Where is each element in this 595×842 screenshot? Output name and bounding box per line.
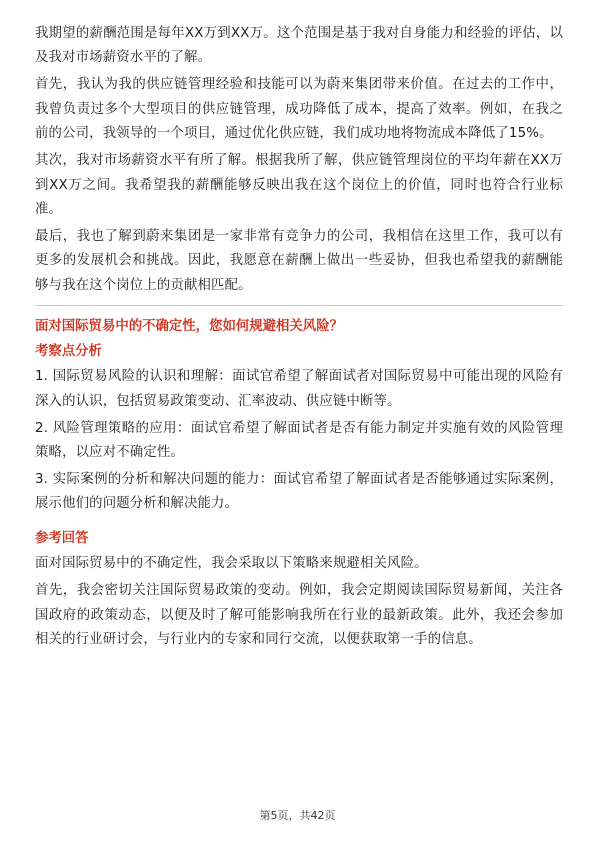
analysis-label: 考察点分析 [35,344,102,360]
answer-paragraph: 首先，我认为我的供应链管理经验和技能可以为蔚来集团带来价值。在过去的工作中，我曾负责过多个大型项目的供应链管理，成功降低了成本，提高了效率。例如，在我之前的公司，我领导的一个项目，通过优化供应链，我们成功地将物流成本降低了15%。 [35,77,563,142]
page-number: 第5页，共42页 [259,809,336,822]
analysis-item: 1. 国际贸易风险的认识和理解：面试官希望了解面试者对国际贸易中可能出现的风险有深入的认识，包括贸易政策变动、汇率波动、供应链中断等。 [35,369,563,409]
analysis-item: 3. 实际案例的分析和解决问题的能力：面试官希望了解面试者是否能够通过实际案例，展示他们的问题分析和解决能力。 [35,472,563,512]
section-gap [35,519,563,527]
reference-label: 参考回答 [35,531,89,547]
question-heading: 面对国际贸易中的不确定性，您如何规避相关风险？ [35,319,343,335]
reference-paragraph: 面对国际贸易中的不确定性，我会采取以下策略来规避相关风险。 [35,556,428,572]
section-divider [35,305,563,306]
answer-paragraph: 我期望的薪酬范围是每年XX万到XX万。这个范围是基于我对自身能力和经验的评估，以及我对市场薪资水平的了解。 [35,26,563,66]
answer-paragraph: 最后，我也了解到蔚来集团是一家非常有竞争力的公司，我相信在这里工作，我可以有更多的发展机会和挑战。因此，我愿意在薪酬上做出一些妥协，但我也希望我的薪酬能够与我在这个岗位上的贡献相匹配。 [35,229,563,293]
reference-paragraph: 首先，我会密切关注国际贸易政策的变动。例如，我会定期阅读国际贸易新闻，关注各国政府的政策动态，以便及时了解可能影响我所在行业的最新政策。此外，我还会参加相关的行业研讨会，与行业内的专家和同行交流，以便获取第一手的信息。 [35,583,563,648]
answer-paragraph: 其次，我对市场薪资水平有所了解。根据我所了解，供应链管理岗位的平均年薪在XX万到XX万之间。我希望我的薪酬能够反映出我在这个岗位上的价值，同时也符合行业标准。 [35,153,563,218]
analysis-item: 2. 风险管理策略的应用：面试官希望了解面试者是否有能力制定并实施有效的风险管理策略，以应对不确定性。 [35,420,563,461]
page-content [35,22,563,655]
